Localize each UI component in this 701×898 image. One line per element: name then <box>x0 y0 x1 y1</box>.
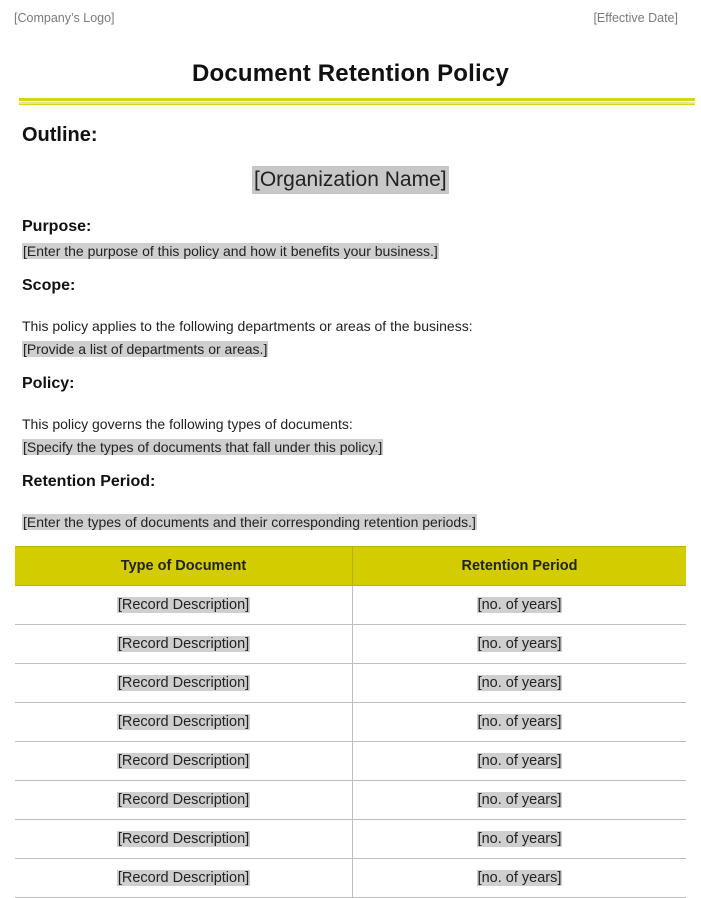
record-description: [Record Description] <box>117 792 250 808</box>
retention-years: [no. of years] <box>477 870 562 886</box>
purpose-field[interactable] <box>22 243 439 259</box>
scope-heading: Scope: <box>22 277 76 294</box>
effective-date-placeholder: [Effective Date] <box>593 11 678 25</box>
retention-years: [no. of years] <box>477 714 562 730</box>
organization-name-field[interactable]: [Organization Name] <box>252 166 449 194</box>
record-description-cell[interactable] <box>15 820 353 859</box>
record-description-cell[interactable] <box>15 586 353 625</box>
scope-placeholder: [Provide a list of departments or areas.] <box>23 341 268 357</box>
record-description: [Record Description] <box>117 597 250 613</box>
document-title: Document Retention Policy <box>191 60 510 87</box>
policy-heading: Policy: <box>22 375 75 392</box>
retention-years: [no. of years] <box>477 675 562 691</box>
years-cell[interactable] <box>353 820 687 859</box>
policy-text: This policy governs the following types of documents: <box>22 416 353 432</box>
years-cell[interactable] <box>353 664 687 703</box>
retention-years: [no. of years] <box>477 636 562 652</box>
record-description-cell[interactable] <box>15 781 353 820</box>
table-row <box>15 742 686 781</box>
table-row <box>15 781 686 820</box>
years-cell[interactable] <box>353 742 687 781</box>
column-header-document-type: Type of Document <box>15 547 353 586</box>
retention-table <box>15 546 686 898</box>
retention-period-heading: Retention Period: <box>22 473 156 490</box>
title-divider-bottom <box>19 104 695 105</box>
title-divider <box>19 98 695 101</box>
table-row <box>15 859 686 898</box>
years-cell[interactable] <box>353 781 687 820</box>
scope-text: This policy applies to the following departments or areas of the business: <box>22 318 473 334</box>
record-description-cell[interactable] <box>15 625 353 664</box>
table-row <box>15 625 686 664</box>
record-description: [Record Description] <box>117 831 250 847</box>
record-description: [Record Description] <box>117 714 250 730</box>
retention-field[interactable] <box>22 514 477 530</box>
years-cell[interactable] <box>353 859 687 898</box>
table-row <box>15 820 686 859</box>
record-description-cell[interactable] <box>15 703 353 742</box>
policy-field[interactable] <box>22 439 383 455</box>
retention-years: [no. of years] <box>477 792 562 808</box>
purpose-heading: Purpose: <box>22 218 92 235</box>
column-header-retention-period: Retention Period <box>353 547 687 586</box>
retention-years: [no. of years] <box>477 753 562 769</box>
record-description: [Record Description] <box>117 753 250 769</box>
record-description: [Record Description] <box>117 636 250 652</box>
record-description-cell[interactable] <box>15 664 353 703</box>
years-cell[interactable] <box>353 703 687 742</box>
retention-placeholder: [Enter the types of documents and their corresponding retention periods.] <box>23 514 476 530</box>
record-description: [Record Description] <box>117 675 250 691</box>
record-description-cell[interactable] <box>15 859 353 898</box>
retention-years: [no. of years] <box>477 831 562 847</box>
outline-heading: Outline: <box>22 124 98 146</box>
table-row <box>15 586 686 625</box>
table-row <box>15 703 686 742</box>
table-row <box>15 664 686 703</box>
years-cell[interactable] <box>353 625 687 664</box>
record-description: [Record Description] <box>117 870 250 886</box>
policy-placeholder: [Specify the types of documents that fall under this policy.] <box>23 439 383 455</box>
retention-years: [no. of years] <box>477 597 562 613</box>
years-cell[interactable] <box>353 586 687 625</box>
company-logo-placeholder: [Company’s Logo] <box>14 11 115 25</box>
record-description-cell[interactable] <box>15 742 353 781</box>
purpose-placeholder: [Enter the purpose of this policy and how it benefits your business.] <box>23 243 438 259</box>
scope-field[interactable] <box>22 341 268 357</box>
table-header-row <box>15 547 686 586</box>
